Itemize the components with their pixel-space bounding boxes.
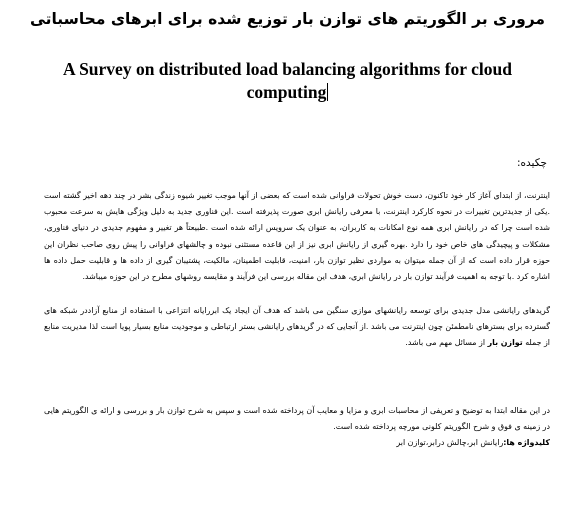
paragraph-3-text: در این مقاله ابتدا به توضیح و تعریفی از محاسبات ابری و مزایا و معایب آن پرداخته شده است و سپس به شرح توازن بار و بررسی و ارائه ی الگوریتم هایی در زمینه ی فوق و شرح الگوریتم کلونی مورچه پرداخته شده است. xyxy=(44,405,550,432)
keywords-list: رایانش ابر،چالش درابر،توازن ابر xyxy=(396,438,504,448)
paragraph-2-end: از مسائل مهم می باشد. xyxy=(405,338,486,348)
abstract-paragraph-3 xyxy=(44,403,550,452)
load-balance-emphasis: توازن بار xyxy=(487,338,523,348)
text-cursor xyxy=(327,83,328,101)
abstract-paragraph-2 xyxy=(44,303,550,352)
keywords-label: کلیدواژه ها: xyxy=(503,438,550,448)
english-title-text: A Survey on distributed load balancing algorithms for cloud computing xyxy=(63,59,512,102)
persian-title: مروری بر الگوریتم های توازن بار توزیع شده برای ابرهای محاسباتی xyxy=(29,10,546,28)
abstract-paragraph-1: اینترنت، از ابتدای آغاز کار خود تاکنون، دست خوش تحولات فراوانی شده است که بعضی از آنها موجب تغییر شیوه زندگی بشر در چند دهه اخیر گشته است .یکی از جدیدترین تغییرات در نحوه کارکرد اینترنت، با معرفی رایانش ابری صورت پذیرفته است .این فناوری جدید به دلیل ویژگی هایش به سرعت محبوب شده است چرا که در رایانش ابری همه نوع امکانات به کاربران، به عنوان یک سرویس ارائه شده است .طبیعتاً هر تغییر و مفهوم جدیدی در دنیای فناوری، مشکلات و پیچیدگی های خاص خود را دارد .بهره گیری از رایانش ابری نیز از این قاعده مستثنی نبوده و چالشهای فراوانی را پیش روی صاحب نظران این حوزه قرار داده است که از آن جمله میتوان به مواردی نظیر توازن بار، امنیت، قابلیت اطمینان، مالکیت، پشتیبان گیری از داده ها و قابلیت حمل داده ها اشاره کرد .با توجه به اهمیت فرآیند توازن بار در رایانش ابری، هدف این مقاله بررسی این فرآیند و مقایسه روشهای مطرح در این حوزه میباشد. xyxy=(44,190,550,281)
abstract-heading: چکیده: xyxy=(516,157,547,169)
english-title[interactable] xyxy=(40,58,535,104)
paragraph-2-text: گریدهای رایانشی مدل جدیدی برای توسعه رایانشهای موازی سنگین می باشد که هدف آن ایجاد یک ابررایانه انتزاعی با استفاده از منابع آزاددر شبکه های گسترده برای بسترهای نامطمئن چون اینترنت می باشد .از آنجایی که در گریدهای رایانشی بستر ارتباطی و موجودیت منابع بسیار پویا است لذا مدیریت منابع از جمله xyxy=(44,305,550,348)
